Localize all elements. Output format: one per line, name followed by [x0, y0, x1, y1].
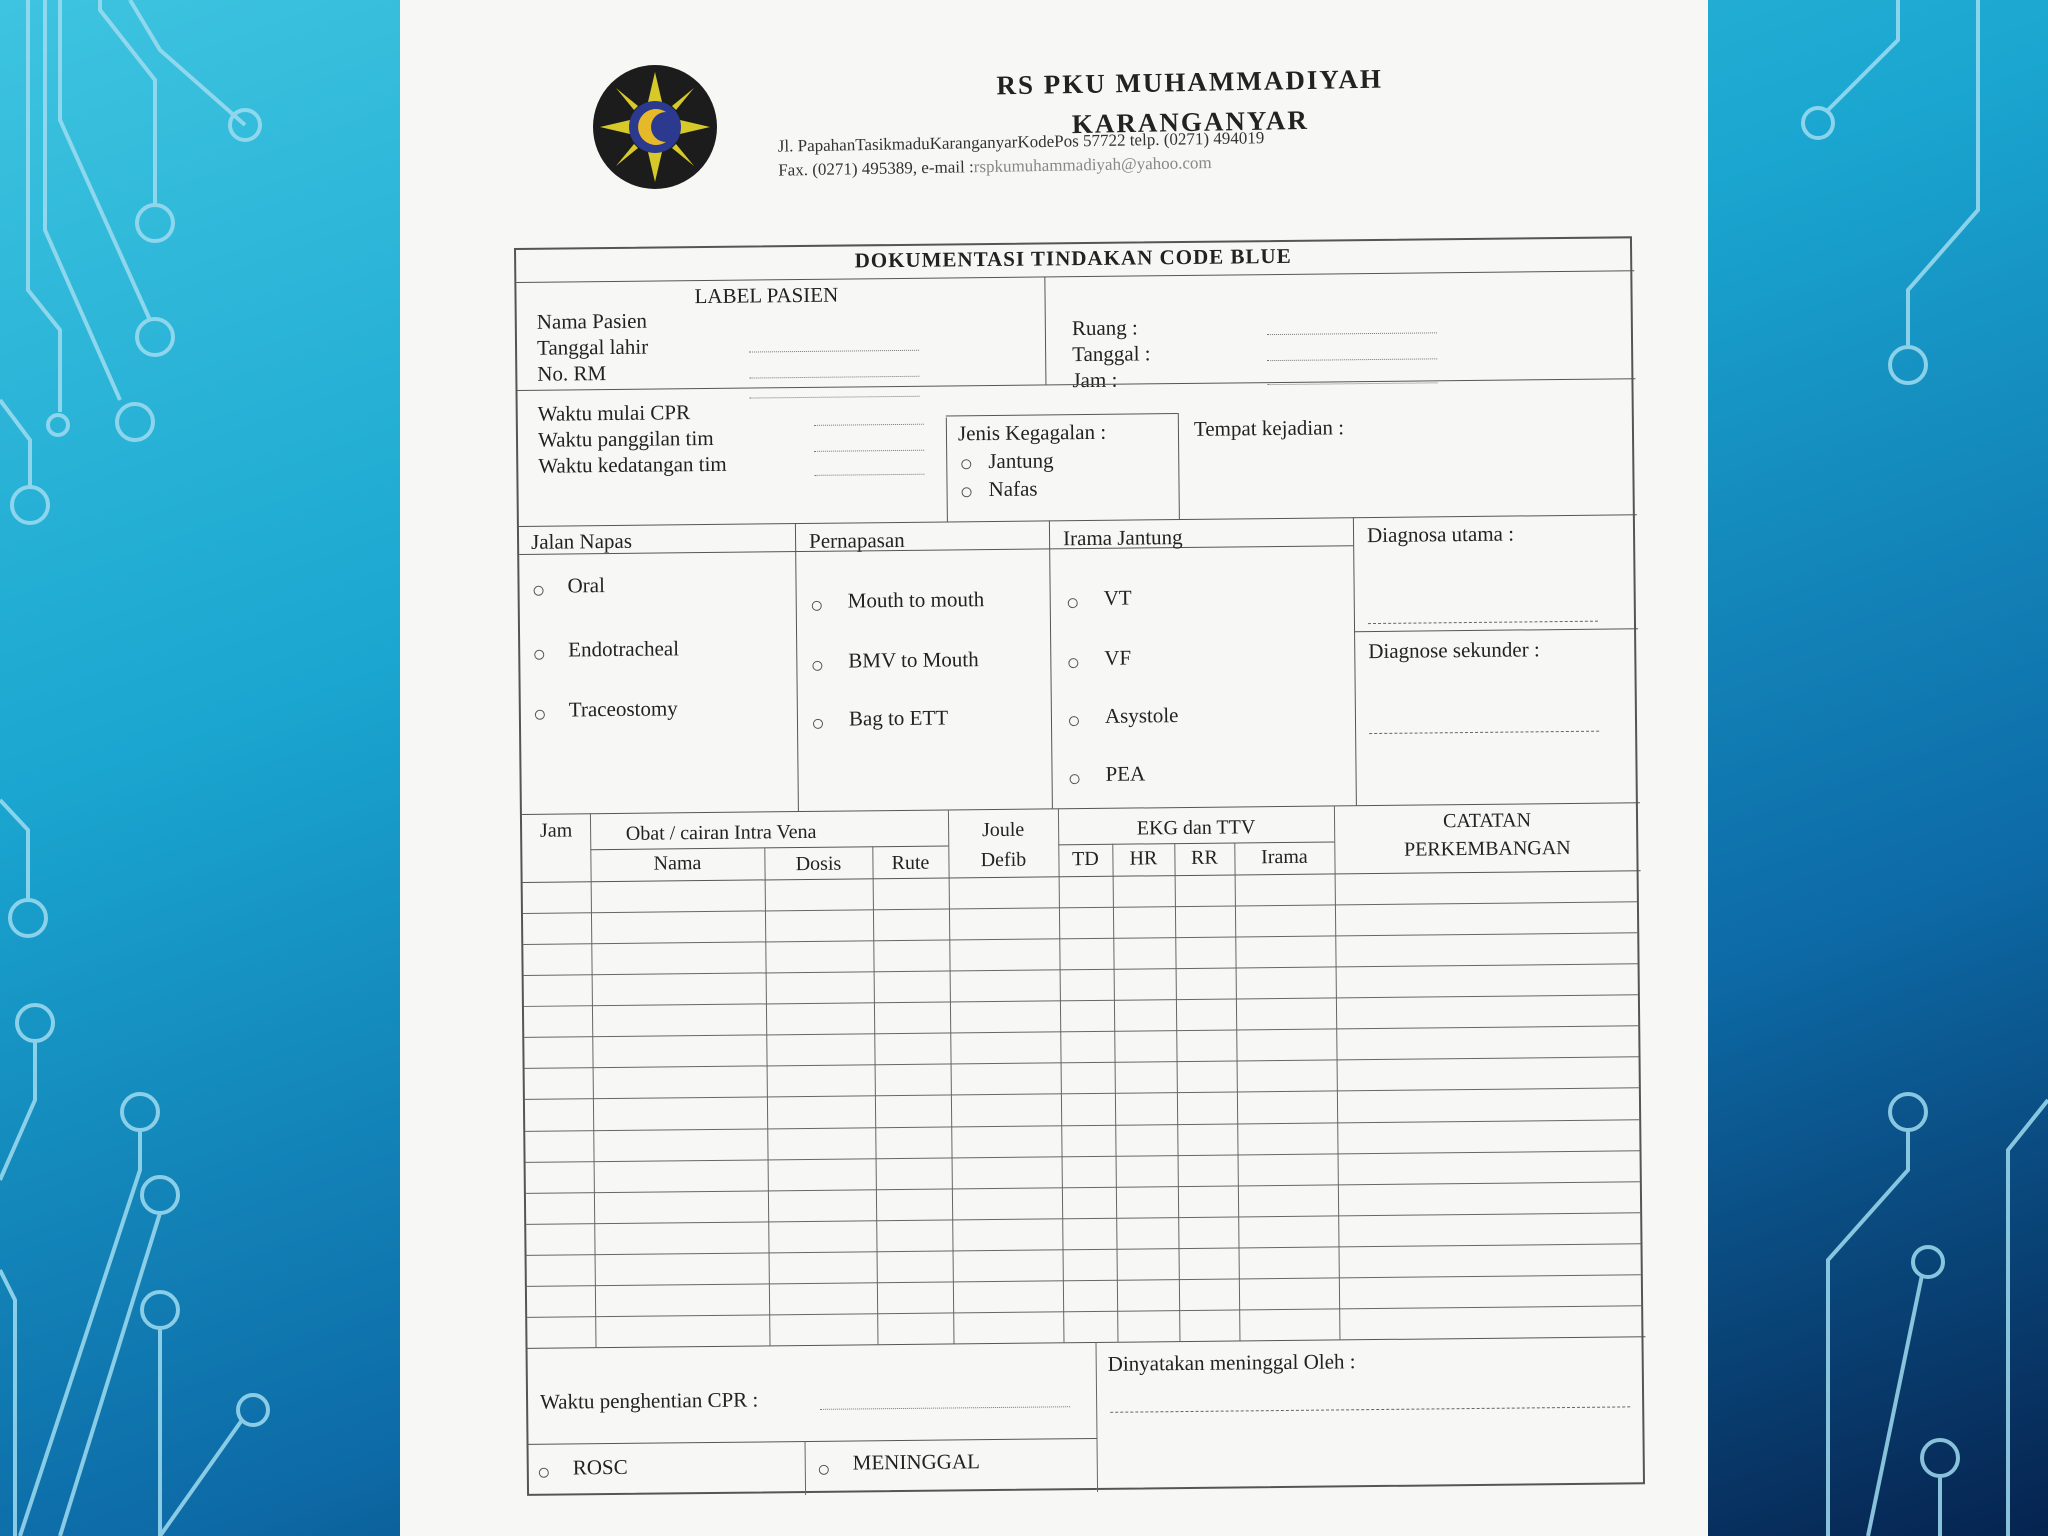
col-irama: Irama	[1260, 845, 1308, 869]
col-rr: RR	[1190, 846, 1218, 869]
col-catatan-line1: CATATAN	[1442, 809, 1532, 833]
col-iv-group: Obat / cairan Intra Vena	[625, 820, 817, 845]
declared-dead-label: Dinyatakan meninggal Oleh :	[1107, 1349, 1356, 1376]
airway-endotracheal-radio[interactable]	[534, 650, 544, 660]
medical-record-field[interactable]	[750, 396, 920, 399]
col-dosis: Dosis	[795, 852, 842, 876]
breathing-bag-label: Bag to ETT	[848, 705, 949, 731]
diagnosis-main-field[interactable]	[1368, 621, 1598, 624]
team-call-label: Waktu panggilan tim	[537, 425, 714, 452]
date-label: Tanggal :	[1072, 341, 1151, 367]
table-row	[525, 1057, 1639, 1070]
col-nama: Nama	[653, 852, 702, 875]
rhythm-header: Irama Jantung	[1062, 525, 1183, 551]
time-label: Jam :	[1072, 367, 1118, 393]
table-row	[524, 963, 1638, 976]
team-arrival-label: Waktu kedatangan tim	[538, 451, 727, 478]
failure-jantung-radio[interactable]	[961, 459, 971, 469]
form-document	[400, 0, 1708, 1536]
rhythm-asystole-radio[interactable]	[1069, 716, 1079, 726]
meninggal-radio[interactable]	[819, 1465, 829, 1475]
col-td: TD	[1071, 847, 1099, 871]
hospital-logo-icon	[590, 62, 720, 192]
table-row	[527, 1305, 1641, 1318]
room-label: Ruang :	[1071, 315, 1138, 341]
rhythm-pea-label: PEA	[1105, 761, 1146, 786]
airway-traceostomy-label: Traceostomy	[568, 696, 678, 722]
birth-date-label: Tanggal lahir	[536, 334, 649, 360]
diagnosis-secondary-field[interactable]	[1369, 731, 1599, 734]
table-row	[526, 1212, 1640, 1225]
circuit-decoration-left	[0, 0, 400, 1536]
failure-nafas-label: Nafas	[988, 476, 1038, 502]
diagnosis-main-label: Diagnosa utama :	[1366, 521, 1515, 548]
rosc-radio[interactable]	[539, 1468, 549, 1478]
table-row	[523, 932, 1637, 945]
col-catatan-line2: PERKEMBANGAN	[1403, 836, 1571, 861]
table-row	[526, 1150, 1640, 1163]
code-blue-form	[514, 236, 1645, 1496]
breathing-bag-radio[interactable]	[813, 719, 823, 729]
cpr-stop-label: Waktu penghentian CPR :	[539, 1387, 759, 1414]
cpr-start-label: Waktu mulai CPR	[537, 400, 691, 426]
airway-oral-label: Oral	[567, 573, 605, 598]
airway-oral-radio[interactable]	[534, 586, 544, 596]
medical-record-label: No. RM	[537, 361, 607, 386]
breathing-bmv-radio[interactable]	[812, 661, 822, 671]
table-row	[525, 1088, 1639, 1101]
airway-header: Jalan Napas	[530, 528, 633, 554]
failure-nafas-radio[interactable]	[962, 487, 972, 497]
cpr-start-field[interactable]	[814, 424, 924, 426]
failure-type-label: Jenis Kegagalan :	[957, 419, 1107, 446]
airway-traceostomy-radio[interactable]	[535, 710, 545, 720]
rhythm-vt-label: VT	[1103, 585, 1132, 610]
col-joule: Joule	[981, 818, 1025, 842]
col-ekg-group: EKG dan TTV	[1136, 816, 1256, 840]
room-field[interactable]	[1267, 332, 1437, 335]
table-row	[524, 1026, 1638, 1039]
date-field[interactable]	[1267, 358, 1437, 361]
circuit-decoration-right	[1648, 0, 2048, 1536]
col-jam: Jam	[539, 819, 573, 842]
meninggal-label: MENINGGAL	[852, 1449, 981, 1475]
hospital-fax: Fax. (0271) 495389, e-mail :	[778, 157, 974, 180]
hospital-name-line2: KARANGANYAR	[1071, 104, 1310, 140]
rhythm-pea-radio[interactable]	[1070, 774, 1080, 784]
birth-date-field[interactable]	[749, 376, 919, 379]
team-arrival-field[interactable]	[814, 474, 924, 476]
label-pasien: LABEL PASIEN	[694, 282, 839, 309]
table-row	[523, 901, 1637, 914]
hospital-email: rspkumuhammadiyah@yahoo.com	[973, 153, 1212, 177]
table-row	[526, 1181, 1640, 1194]
team-call-field[interactable]	[814, 450, 924, 452]
table-row	[527, 1243, 1641, 1256]
form-title: DOKUMENTASI TINDAKAN CODE BLUE	[854, 243, 1292, 273]
table-row	[525, 1119, 1639, 1132]
breathing-mouth-label: Mouth to mouth	[847, 587, 985, 613]
patient-name-label: Nama Pasien	[536, 308, 648, 334]
breathing-header: Pernapasan	[808, 527, 905, 553]
breathing-mouth-radio[interactable]	[812, 601, 822, 611]
hospital-name-line1: RS PKU MUHAMMADIYAH	[996, 63, 1384, 101]
hospital-address	[778, 121, 1539, 182]
airway-endotracheal-label: Endotracheal	[568, 636, 680, 662]
col-defib: Defib	[980, 848, 1027, 872]
cpr-stop-field[interactable]	[820, 1406, 1070, 1410]
col-hr: HR	[1129, 847, 1158, 870]
failure-jantung-label: Jantung	[988, 448, 1054, 474]
table-row	[524, 995, 1638, 1008]
place-label: Tempat kejadian :	[1193, 415, 1345, 441]
declared-dead-field[interactable]	[1110, 1406, 1630, 1412]
table-row	[527, 1274, 1641, 1287]
rhythm-vt-radio[interactable]	[1068, 598, 1078, 608]
breathing-bmv-label: BMV to Mouth	[848, 647, 979, 673]
rhythm-vf-radio[interactable]	[1068, 658, 1078, 668]
col-rute: Rute	[891, 851, 930, 875]
diagnosis-secondary-label: Diagnose sekunder :	[1368, 637, 1540, 664]
patient-name-field[interactable]	[749, 350, 919, 353]
hospital-address-line1: Jl. PapahanTasikmaduKaranganyarKodePos 57722 telp. (0271) 494019	[777, 128, 1265, 156]
rhythm-asystole-label: Asystole	[1104, 703, 1179, 728]
rhythm-vf-label: VF	[1104, 645, 1132, 670]
rosc-label: ROSC	[572, 1454, 628, 1480]
